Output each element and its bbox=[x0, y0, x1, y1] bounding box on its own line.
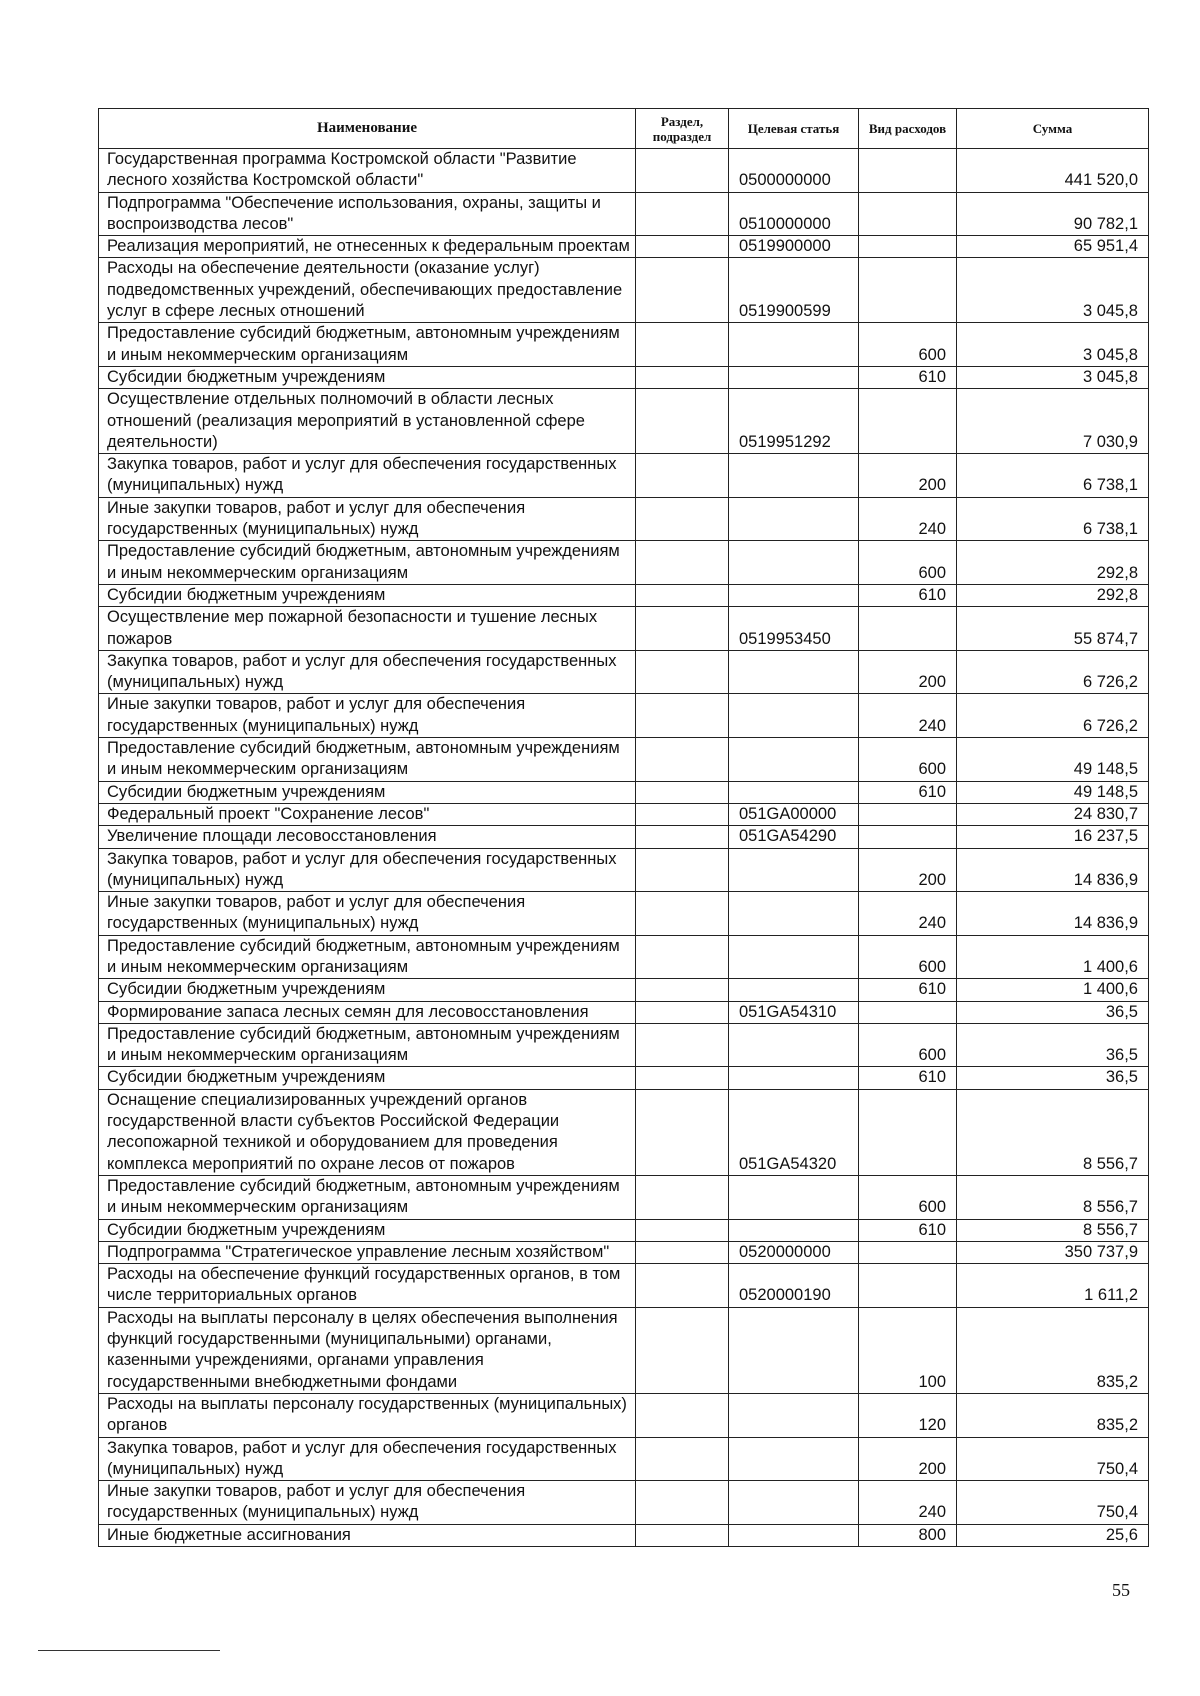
cell-target bbox=[729, 541, 859, 585]
table-row bbox=[99, 1067, 1149, 1089]
cell-sum: 750,4 bbox=[957, 1481, 1149, 1525]
cell-name: Предоставление субсидий бюджетным, автономным учреждениям и иным некоммерческим организациям bbox=[99, 1175, 636, 1219]
budget-table bbox=[98, 108, 1149, 1547]
table-row bbox=[99, 366, 1149, 388]
table-row bbox=[99, 607, 1149, 651]
cell-name: Субсидии бюджетным учреждениям bbox=[99, 781, 636, 803]
cell-sum: 14 836,9 bbox=[957, 848, 1149, 892]
cell-name: Федеральный проект "Сохранение лесов" bbox=[99, 803, 636, 825]
table-row bbox=[99, 892, 1149, 936]
header-sum: Сумма bbox=[957, 109, 1149, 149]
cell-section bbox=[636, 892, 729, 936]
table-row bbox=[99, 1001, 1149, 1023]
table-row bbox=[99, 1219, 1149, 1241]
cell-section bbox=[636, 935, 729, 979]
cell-type bbox=[859, 389, 957, 454]
header-name: Наименование bbox=[99, 109, 636, 149]
cell-name: Подпрограмма "Стратегическое управление лесным хозяйством" bbox=[99, 1241, 636, 1263]
cell-section bbox=[636, 979, 729, 1001]
cell-type: 240 bbox=[859, 892, 957, 936]
cell-section bbox=[636, 192, 729, 236]
cell-section bbox=[636, 848, 729, 892]
cell-type: 200 bbox=[859, 1437, 957, 1481]
cell-target bbox=[729, 323, 859, 367]
cell-target bbox=[729, 1481, 859, 1525]
table-row bbox=[99, 781, 1149, 803]
cell-type: 610 bbox=[859, 979, 957, 1001]
cell-name: Формирование запаса лесных семян для лесовосстановления bbox=[99, 1001, 636, 1023]
table-row bbox=[99, 650, 1149, 694]
cell-section bbox=[636, 323, 729, 367]
cell-section bbox=[636, 781, 729, 803]
cell-type: 240 bbox=[859, 694, 957, 738]
header-section: Раздел, подраздел bbox=[636, 109, 729, 149]
table-row bbox=[99, 1307, 1149, 1393]
cell-name: Осуществление отдельных полномочий в области лесных отношений (реализация мероприятий в установленной сфере деятельности) bbox=[99, 389, 636, 454]
cell-target bbox=[729, 1067, 859, 1089]
cell-name: Предоставление субсидий бюджетным, автономным учреждениям и иным некоммерческим организациям bbox=[99, 541, 636, 585]
cell-type bbox=[859, 258, 957, 323]
cell-sum: 65 951,4 bbox=[957, 236, 1149, 258]
cell-name: Иные закупки товаров, работ и услуг для обеспечения государственных (муниципальных) нужд bbox=[99, 1481, 636, 1525]
table-row bbox=[99, 738, 1149, 782]
cell-type bbox=[859, 1001, 957, 1023]
table-row bbox=[99, 323, 1149, 367]
cell-target: 0519951292 bbox=[729, 389, 859, 454]
cell-type: 600 bbox=[859, 1023, 957, 1067]
table-row bbox=[99, 848, 1149, 892]
cell-type bbox=[859, 149, 957, 193]
cell-sum: 7 030,9 bbox=[957, 389, 1149, 454]
cell-section bbox=[636, 607, 729, 651]
page-number: 55 bbox=[1112, 1580, 1130, 1600]
table-row bbox=[99, 584, 1149, 606]
cell-target: 0510000000 bbox=[729, 192, 859, 236]
cell-target bbox=[729, 584, 859, 606]
cell-sum: 8 556,7 bbox=[957, 1089, 1149, 1175]
cell-type: 610 bbox=[859, 1219, 957, 1241]
cell-target bbox=[729, 738, 859, 782]
cell-type: 600 bbox=[859, 935, 957, 979]
cell-section bbox=[636, 1089, 729, 1175]
table-row bbox=[99, 694, 1149, 738]
cell-name: Расходы на обеспечение деятельности (оказание услуг) подведомственных учреждений, обеспечивающих предоставление услуг в сфере лесных отношений bbox=[99, 258, 636, 323]
cell-sum: 16 237,5 bbox=[957, 826, 1149, 848]
cell-section bbox=[636, 1241, 729, 1263]
cell-sum: 8 556,7 bbox=[957, 1219, 1149, 1241]
cell-name: Осуществление мер пожарной безопасности и тушение лесных пожаров bbox=[99, 607, 636, 651]
cell-section bbox=[636, 738, 729, 782]
cell-section bbox=[636, 149, 729, 193]
cell-type: 610 bbox=[859, 781, 957, 803]
cell-section bbox=[636, 258, 729, 323]
table-row bbox=[99, 979, 1149, 1001]
cell-section bbox=[636, 1524, 729, 1546]
cell-type: 600 bbox=[859, 1175, 957, 1219]
cell-type: 240 bbox=[859, 497, 957, 541]
cell-section bbox=[636, 389, 729, 454]
cell-type: 600 bbox=[859, 738, 957, 782]
cell-sum: 6 726,2 bbox=[957, 650, 1149, 694]
cell-type bbox=[859, 1264, 957, 1308]
cell-section bbox=[636, 1264, 729, 1308]
cell-target bbox=[729, 1437, 859, 1481]
table-row bbox=[99, 192, 1149, 236]
cell-type: 610 bbox=[859, 1067, 957, 1089]
cell-sum: 49 148,5 bbox=[957, 781, 1149, 803]
cell-sum: 36,5 bbox=[957, 1067, 1149, 1089]
cell-target bbox=[729, 781, 859, 803]
cell-sum: 292,8 bbox=[957, 584, 1149, 606]
table-row bbox=[99, 1481, 1149, 1525]
table-row bbox=[99, 935, 1149, 979]
cell-type: 610 bbox=[859, 584, 957, 606]
cell-type: 100 bbox=[859, 1307, 957, 1393]
cell-type bbox=[859, 803, 957, 825]
cell-name: Субсидии бюджетным учреждениям bbox=[99, 1219, 636, 1241]
cell-target: 0520000190 bbox=[729, 1264, 859, 1308]
cell-section bbox=[636, 454, 729, 498]
cell-section bbox=[636, 1437, 729, 1481]
table-row bbox=[99, 1175, 1149, 1219]
cell-name: Оснащение специализированных учреждений органов государственной власти субъектов Российской Федерации лесопожарной техникой и оборудованием для проведения комплекса мероприятий по охране лесов от пожаров bbox=[99, 1089, 636, 1175]
cell-name: Расходы на выплаты персоналу государственных (муниципальных) органов bbox=[99, 1393, 636, 1437]
cell-section bbox=[636, 694, 729, 738]
cell-section bbox=[636, 236, 729, 258]
cell-target bbox=[729, 1023, 859, 1067]
cell-target: 051GA54290 bbox=[729, 826, 859, 848]
table-row bbox=[99, 149, 1149, 193]
cell-name: Расходы на обеспечение функций государственных органов, в том числе территориальных органов bbox=[99, 1264, 636, 1308]
cell-section bbox=[636, 1023, 729, 1067]
cell-sum: 8 556,7 bbox=[957, 1175, 1149, 1219]
table-row bbox=[99, 1089, 1149, 1175]
cell-target bbox=[729, 694, 859, 738]
cell-target: 051GA00000 bbox=[729, 803, 859, 825]
cell-sum: 3 045,8 bbox=[957, 258, 1149, 323]
cell-name: Подпрограмма "Обеспечение использования, охраны, защиты и воспроизводства лесов" bbox=[99, 192, 636, 236]
table-row bbox=[99, 1393, 1149, 1437]
cell-type: 800 bbox=[859, 1524, 957, 1546]
cell-type: 600 bbox=[859, 541, 957, 585]
cell-target: 0519900599 bbox=[729, 258, 859, 323]
cell-sum: 1 400,6 bbox=[957, 979, 1149, 1001]
cell-section bbox=[636, 497, 729, 541]
table-header-row bbox=[99, 109, 1149, 149]
cell-name: Иные бюджетные ассигнования bbox=[99, 1524, 636, 1546]
cell-section bbox=[636, 366, 729, 388]
cell-name: Субсидии бюджетным учреждениям bbox=[99, 366, 636, 388]
cell-sum: 36,5 bbox=[957, 1001, 1149, 1023]
cell-sum: 441 520,0 bbox=[957, 149, 1149, 193]
cell-sum: 49 148,5 bbox=[957, 738, 1149, 782]
cell-name: Закупка товаров, работ и услуг для обеспечения государственных (муниципальных) нужд bbox=[99, 454, 636, 498]
table-body bbox=[99, 149, 1149, 1547]
cell-sum: 14 836,9 bbox=[957, 892, 1149, 936]
cell-sum: 3 045,8 bbox=[957, 366, 1149, 388]
cell-sum: 6 738,1 bbox=[957, 497, 1149, 541]
table-row bbox=[99, 1023, 1149, 1067]
cell-sum: 24 830,7 bbox=[957, 803, 1149, 825]
cell-name: Предоставление субсидий бюджетным, автономным учреждениям и иным некоммерческим организациям bbox=[99, 935, 636, 979]
cell-target: 051GA54310 bbox=[729, 1001, 859, 1023]
table-row bbox=[99, 389, 1149, 454]
table-row bbox=[99, 1437, 1149, 1481]
cell-sum: 6 738,1 bbox=[957, 454, 1149, 498]
cell-target bbox=[729, 1524, 859, 1546]
table-row bbox=[99, 1264, 1149, 1308]
header-type: Вид расходов bbox=[859, 109, 957, 149]
cell-target bbox=[729, 1307, 859, 1393]
cell-type: 600 bbox=[859, 323, 957, 367]
table-row bbox=[99, 1241, 1149, 1263]
cell-section bbox=[636, 1219, 729, 1241]
cell-type bbox=[859, 607, 957, 651]
cell-name: Реализация мероприятий, не отнесенных к федеральным проектам bbox=[99, 236, 636, 258]
cell-type: 200 bbox=[859, 454, 957, 498]
cell-type bbox=[859, 1241, 957, 1263]
cell-section bbox=[636, 1481, 729, 1525]
cell-section bbox=[636, 1393, 729, 1437]
cell-sum: 25,6 bbox=[957, 1524, 1149, 1546]
cell-section bbox=[636, 826, 729, 848]
cell-name: Иные закупки товаров, работ и услуг для обеспечения государственных (муниципальных) нужд bbox=[99, 497, 636, 541]
cell-target: 0500000000 bbox=[729, 149, 859, 193]
cell-sum: 835,2 bbox=[957, 1307, 1149, 1393]
cell-section bbox=[636, 541, 729, 585]
cell-name: Предоставление субсидий бюджетным, автономным учреждениям и иным некоммерческим организациям bbox=[99, 738, 636, 782]
cell-name: Закупка товаров, работ и услуг для обеспечения государственных (муниципальных) нужд bbox=[99, 1437, 636, 1481]
cell-sum: 292,8 bbox=[957, 541, 1149, 585]
table-row bbox=[99, 541, 1149, 585]
cell-name: Субсидии бюджетным учреждениям bbox=[99, 584, 636, 606]
cell-target bbox=[729, 1219, 859, 1241]
cell-target bbox=[729, 1175, 859, 1219]
cell-section bbox=[636, 1307, 729, 1393]
cell-section bbox=[636, 650, 729, 694]
table-row bbox=[99, 236, 1149, 258]
cell-sum: 36,5 bbox=[957, 1023, 1149, 1067]
cell-type: 240 bbox=[859, 1481, 957, 1525]
cell-target bbox=[729, 454, 859, 498]
cell-section bbox=[636, 1067, 729, 1089]
cell-type: 200 bbox=[859, 650, 957, 694]
cell-name: Закупка товаров, работ и услуг для обеспечения государственных (муниципальных) нужд bbox=[99, 848, 636, 892]
cell-target bbox=[729, 892, 859, 936]
cell-sum: 350 737,9 bbox=[957, 1241, 1149, 1263]
cell-sum: 90 782,1 bbox=[957, 192, 1149, 236]
cell-target bbox=[729, 935, 859, 979]
cell-target bbox=[729, 497, 859, 541]
cell-section bbox=[636, 1175, 729, 1219]
cell-name: Предоставление субсидий бюджетным, автономным учреждениям и иным некоммерческим организациям bbox=[99, 323, 636, 367]
cell-target bbox=[729, 1393, 859, 1437]
cell-name: Субсидии бюджетным учреждениям bbox=[99, 979, 636, 1001]
footnote-divider bbox=[38, 1650, 220, 1651]
cell-type: 610 bbox=[859, 366, 957, 388]
cell-target: 051GA54320 bbox=[729, 1089, 859, 1175]
table-row bbox=[99, 454, 1149, 498]
table-row bbox=[99, 826, 1149, 848]
cell-section bbox=[636, 803, 729, 825]
cell-target bbox=[729, 979, 859, 1001]
budget-table-container bbox=[98, 108, 1148, 1547]
cell-name: Субсидии бюджетным учреждениям bbox=[99, 1067, 636, 1089]
table-row bbox=[99, 258, 1149, 323]
cell-name: Закупка товаров, работ и услуг для обеспечения государственных (муниципальных) нужд bbox=[99, 650, 636, 694]
cell-name: Иные закупки товаров, работ и услуг для обеспечения государственных (муниципальных) нужд bbox=[99, 892, 636, 936]
cell-name: Государственная программа Костромской области "Развитие лесного хозяйства Костромской области" bbox=[99, 149, 636, 193]
cell-sum: 1 611,2 bbox=[957, 1264, 1149, 1308]
table-row bbox=[99, 497, 1149, 541]
cell-sum: 3 045,8 bbox=[957, 323, 1149, 367]
cell-target bbox=[729, 366, 859, 388]
cell-name: Иные закупки товаров, работ и услуг для обеспечения государственных (муниципальных) нужд bbox=[99, 694, 636, 738]
cell-target: 0520000000 bbox=[729, 1241, 859, 1263]
header-target: Целевая статья bbox=[729, 109, 859, 149]
cell-sum: 55 874,7 bbox=[957, 607, 1149, 651]
cell-target bbox=[729, 650, 859, 694]
table-row bbox=[99, 803, 1149, 825]
cell-target: 0519900000 bbox=[729, 236, 859, 258]
cell-sum: 835,2 bbox=[957, 1393, 1149, 1437]
cell-sum: 1 400,6 bbox=[957, 935, 1149, 979]
cell-type bbox=[859, 1089, 957, 1175]
cell-name: Расходы на выплаты персоналу в целях обеспечения выполнения функций государственными (муниципальными) органами, казенными учреждениями, органами управления государственными внебюджетными фондами bbox=[99, 1307, 636, 1393]
cell-type bbox=[859, 826, 957, 848]
cell-target: 0519953450 bbox=[729, 607, 859, 651]
cell-type bbox=[859, 236, 957, 258]
cell-sum: 6 726,2 bbox=[957, 694, 1149, 738]
cell-target bbox=[729, 848, 859, 892]
cell-name: Предоставление субсидий бюджетным, автономным учреждениям и иным некоммерческим организациям bbox=[99, 1023, 636, 1067]
cell-type: 200 bbox=[859, 848, 957, 892]
cell-type: 120 bbox=[859, 1393, 957, 1437]
table-row bbox=[99, 1524, 1149, 1546]
cell-section bbox=[636, 584, 729, 606]
cell-sum: 750,4 bbox=[957, 1437, 1149, 1481]
cell-name: Увеличение площади лесовосстановления bbox=[99, 826, 636, 848]
cell-type bbox=[859, 192, 957, 236]
cell-section bbox=[636, 1001, 729, 1023]
